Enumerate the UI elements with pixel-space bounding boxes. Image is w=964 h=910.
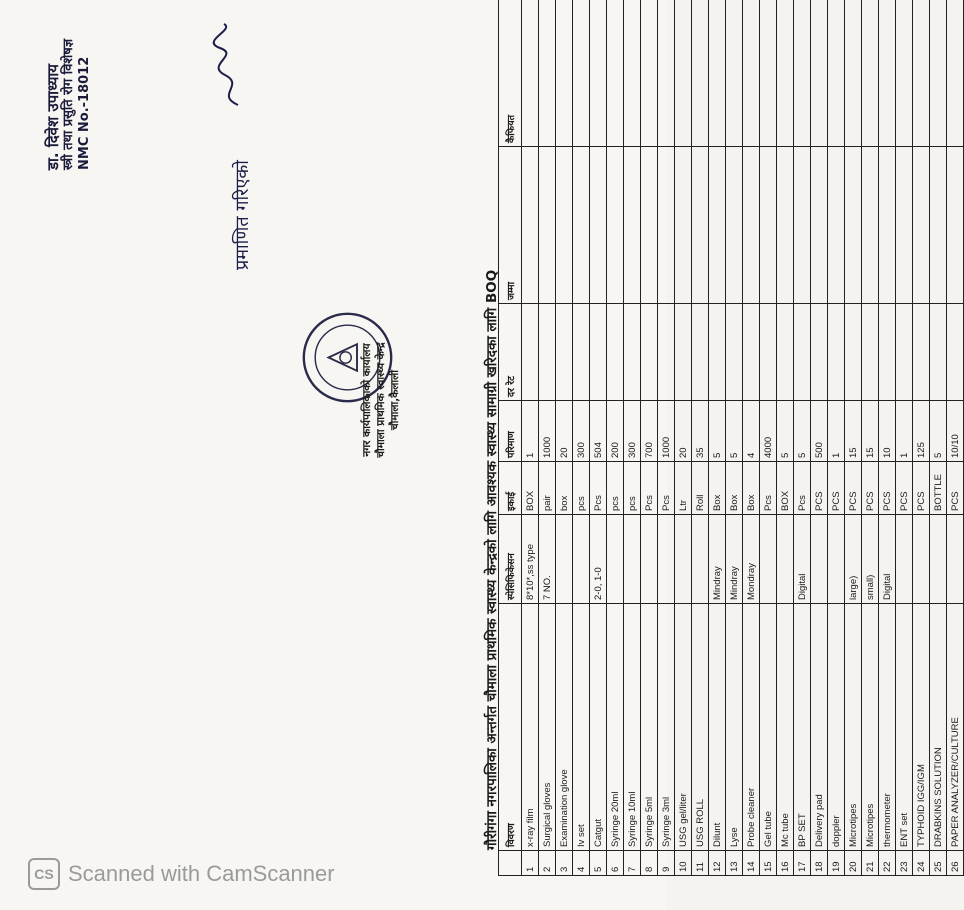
cell-rate [624,304,641,401]
cell-quantity: 15 [845,401,862,462]
cell-rate [573,304,590,401]
table-row [811,0,828,876]
doctor-title: स्त्री तथा प्रसुति रोग विशेषज्ञ [61,38,76,170]
cell-specification [828,515,845,604]
cell-unit: Roll [692,462,709,515]
cell-remarks [658,0,675,147]
cell-description: Syringe 10ml [624,604,641,851]
cell-rate [641,304,658,401]
cell-rate [709,304,726,401]
cell-amount [692,147,709,304]
cell-remarks [777,0,794,147]
cell-amount [896,147,913,304]
cell-sn: 24 [913,851,930,876]
signature-icon [210,20,250,110]
cell-sn: 11 [692,851,709,876]
cell-remarks [760,0,777,147]
table-row [675,0,692,876]
header-rate: दर रेट [499,304,522,401]
cell-specification: Digital [794,515,811,604]
cell-quantity: 700 [641,401,658,462]
header-amount: जम्मा [499,147,522,304]
cell-sn: 6 [607,851,624,876]
cell-specification: small) [862,515,879,604]
cell-remarks [573,0,590,147]
cell-rate [539,304,556,401]
cell-description: DRABKINS SOLUTION [930,604,947,851]
cell-amount [522,147,539,304]
table-header-row [499,0,522,876]
header-specification: स्पेसिफिकेसन [499,515,522,604]
cell-amount [879,147,896,304]
cell-remarks [930,0,947,147]
cell-unit: pcs [607,462,624,515]
cell-remarks [692,0,709,147]
cell-description: thermometer [879,604,896,851]
cell-rate [692,304,709,401]
cell-quantity: 504 [590,401,607,462]
cell-rate [760,304,777,401]
cell-amount [811,147,828,304]
cell-unit: pcs [624,462,641,515]
cell-amount [947,147,964,304]
cell-description: Syringe 5ml [641,604,658,851]
cell-rate [743,304,760,401]
cell-sn: 21 [862,851,879,876]
office-line-2: चौमाला प्राथमिक स्वास्थ्य केन्द्र [375,342,387,458]
cell-specification [556,515,573,604]
cell-remarks [624,0,641,147]
header-sn [499,851,522,876]
cell-rate [896,304,913,401]
cell-sn: 7 [624,851,641,876]
cell-quantity: 5 [777,401,794,462]
cell-sn: 13 [726,851,743,876]
cell-description: Probe cleaner [743,604,760,851]
office-line-1: नगर कार्यपालिकाको कार्यालय [361,343,373,457]
cell-specification: large) [845,515,862,604]
cell-specification: Mondray [743,515,760,604]
table-row [658,0,675,876]
cell-specification: 2-0, 1-0 [590,515,607,604]
cell-description: BP SET [794,604,811,851]
cell-unit: Pcs [794,462,811,515]
header-unit: इकाई [499,462,522,515]
cell-unit: BOX [522,462,539,515]
certified-text: प्रमाणित गरिएको [232,160,253,270]
cell-specification [692,515,709,604]
cell-rate [794,304,811,401]
cell-description: Iv set [573,604,590,851]
cell-unit: PCS [845,462,862,515]
table-row [913,0,930,876]
doctor-stamp [45,20,93,170]
cell-amount [913,147,930,304]
cell-specification [913,515,930,604]
cell-sn: 12 [709,851,726,876]
cell-remarks [794,0,811,147]
cell-specification [573,515,590,604]
cell-unit: Pcs [590,462,607,515]
cell-remarks [539,0,556,147]
camscanner-icon: CS [28,858,60,890]
cell-description: Gel tube [760,604,777,851]
cell-sn: 10 [675,851,692,876]
cell-amount [760,147,777,304]
cell-description: Surgical gloves [539,604,556,851]
cell-remarks [845,0,862,147]
cell-quantity: 5 [726,401,743,462]
cell-remarks [590,0,607,147]
cell-amount [573,147,590,304]
table-row [828,0,845,876]
table-row [794,0,811,876]
cell-rate [845,304,862,401]
table-row [760,0,777,876]
cell-remarks [556,0,573,147]
cell-remarks [607,0,624,147]
cell-specification: Mindray [726,515,743,604]
cell-description: Catgut [590,604,607,851]
cell-sn: 26 [947,851,964,876]
cell-specification [607,515,624,604]
cell-sn: 16 [777,851,794,876]
cell-quantity: 35 [692,401,709,462]
document-title: गौरीगंगा नगरपालिका अन्तर्गत चौमाला प्राथमिक स्वास्थ्य केन्द्रको लागि आवश्यक स्वास्थ्य सामाग्री खरिदका लागि BOQ [484,269,500,850]
cell-specification [760,515,777,604]
cell-rate [777,304,794,401]
cell-specification: Mindray [709,515,726,604]
table-row [607,0,624,876]
cell-rate [556,304,573,401]
camscanner-watermark [28,858,335,890]
table-row [862,0,879,876]
cell-specification: 8*10*,ss type [522,515,539,604]
cell-amount [777,147,794,304]
cell-amount [675,147,692,304]
cell-unit: Box [743,462,760,515]
cell-quantity: 5 [930,401,947,462]
cell-sn: 20 [845,851,862,876]
cell-quantity: 125 [913,401,930,462]
cell-amount [641,147,658,304]
table-row [624,0,641,876]
cell-specification [811,515,828,604]
cell-description: TYPHOID IGG/IGM [913,604,930,851]
cell-quantity: 1000 [658,401,675,462]
cell-quantity: 1000 [539,401,556,462]
cell-quantity: 10/10 [947,401,964,462]
cell-sn: 2 [539,851,556,876]
cell-specification: Digital [879,515,896,604]
table-row [845,0,862,876]
table-row [539,0,556,876]
cell-rate [607,304,624,401]
cell-specification [641,515,658,604]
table-row [573,0,590,876]
table-row [522,0,539,876]
table-row [896,0,913,876]
cell-remarks [709,0,726,147]
cell-quantity: 200 [607,401,624,462]
cell-remarks [862,0,879,147]
cell-amount [658,147,675,304]
cell-amount [607,147,624,304]
cell-rate [658,304,675,401]
watermark-text: Scanned with CamScanner [68,861,335,886]
cell-unit: PCS [913,462,930,515]
cell-remarks [896,0,913,147]
cell-unit: Ltr [675,462,692,515]
cell-description: USG gel/liter [675,604,692,851]
cell-remarks [743,0,760,147]
cell-description: PAPER ANALYZER/CULTURE [947,604,964,851]
cell-unit: pair [539,462,556,515]
cell-description: Examination glove [556,604,573,851]
cell-description: Syringe 20ml [607,604,624,851]
cell-sn: 5 [590,851,607,876]
header-remarks: कैफियत [499,0,522,147]
table-body [522,0,964,876]
cell-specification [896,515,913,604]
cell-amount [828,147,845,304]
cell-unit: PCS [879,462,896,515]
doctor-nmc: NMC No.-18012 [77,56,92,170]
cell-quantity: 300 [624,401,641,462]
cell-remarks [641,0,658,147]
cell-quantity: 1 [828,401,845,462]
cell-unit: BOTTLE [930,462,947,515]
cell-rate [913,304,930,401]
cell-quantity: 20 [556,401,573,462]
cell-unit: Pcs [641,462,658,515]
cell-sn: 17 [794,851,811,876]
cell-sn: 1 [522,851,539,876]
cell-quantity: 4 [743,401,760,462]
cell-rate [522,304,539,401]
table-row [590,0,607,876]
header-description: विवरण [499,604,522,851]
cell-unit: PCS [896,462,913,515]
cell-description: Delivery pad [811,604,828,851]
cell-specification [624,515,641,604]
cell-amount [743,147,760,304]
cell-specification [777,515,794,604]
cell-amount [794,147,811,304]
office-address-block [360,290,402,510]
cell-amount [539,147,556,304]
cell-sn: 19 [828,851,845,876]
cell-specification [658,515,675,604]
cell-sn: 8 [641,851,658,876]
cell-unit: PCS [862,462,879,515]
cell-specification [930,515,947,604]
table-row [726,0,743,876]
cell-rate [811,304,828,401]
cell-specification [947,515,964,604]
cell-description: USG ROLL [692,604,709,851]
cell-description: Lyse [726,604,743,851]
cell-sn: 18 [811,851,828,876]
table-row [692,0,709,876]
cell-remarks [947,0,964,147]
cell-sn: 4 [573,851,590,876]
cell-unit: PCS [811,462,828,515]
cell-description: Dilunt [709,604,726,851]
cell-rate [930,304,947,401]
cell-description: Syringe 3ml [658,604,675,851]
cell-unit: PCS [828,462,845,515]
cell-sn: 14 [743,851,760,876]
cell-quantity: 4000 [760,401,777,462]
cell-remarks [879,0,896,147]
cell-quantity: 5 [794,401,811,462]
doctor-name: डा. दिवेश उपाध्याय [44,64,62,170]
cell-unit: Box [726,462,743,515]
cell-quantity: 15 [862,401,879,462]
cell-amount [556,147,573,304]
cell-amount [590,147,607,304]
cell-remarks [522,0,539,147]
cell-sn: 23 [896,851,913,876]
cell-unit: Pcs [658,462,675,515]
cell-remarks [811,0,828,147]
cell-quantity: 1 [522,401,539,462]
cell-amount [930,147,947,304]
cell-unit: Pcs [760,462,777,515]
cell-quantity: 20 [675,401,692,462]
cell-rate [862,304,879,401]
cell-description: doppler [828,604,845,851]
boq-table [498,0,964,876]
cell-description: Mc tube [777,604,794,851]
cell-sn: 9 [658,851,675,876]
cell-rate [675,304,692,401]
cell-specification: 7 NO. [539,515,556,604]
table-row [556,0,573,876]
cell-description: Microtipes [845,604,862,851]
cell-quantity: 5 [709,401,726,462]
cell-quantity: 500 [811,401,828,462]
cell-remarks [913,0,930,147]
cell-description: x-ray film [522,604,539,851]
office-line-3: चौमाला,कैलाली [389,370,401,430]
table-row [930,0,947,876]
cell-quantity: 300 [573,401,590,462]
cell-rate [947,304,964,401]
cell-rate [726,304,743,401]
cell-rate [879,304,896,401]
cell-unit: BOX [777,462,794,515]
cell-unit: PCS [947,462,964,515]
table-row [641,0,658,876]
table-row [777,0,794,876]
cell-unit: Box [709,462,726,515]
cell-description: ENT set [896,604,913,851]
cell-sn: 22 [879,851,896,876]
cell-remarks [828,0,845,147]
cell-remarks [675,0,692,147]
cell-rate [590,304,607,401]
cell-quantity: 10 [879,401,896,462]
cell-amount [845,147,862,304]
cell-unit: pcs [573,462,590,515]
cell-sn: 15 [760,851,777,876]
cell-rate [828,304,845,401]
cell-amount [624,147,641,304]
cell-amount [726,147,743,304]
cell-amount [862,147,879,304]
table-row [709,0,726,876]
cell-remarks [726,0,743,147]
cell-description: Microtipes [862,604,879,851]
table-row [947,0,964,876]
cell-amount [709,147,726,304]
cell-specification [675,515,692,604]
cell-sn: 25 [930,851,947,876]
cell-quantity: 1 [896,401,913,462]
cell-unit: box [556,462,573,515]
table-row [879,0,896,876]
cell-sn: 3 [556,851,573,876]
header-quantity: परिमाण [499,401,522,462]
table-row [743,0,760,876]
